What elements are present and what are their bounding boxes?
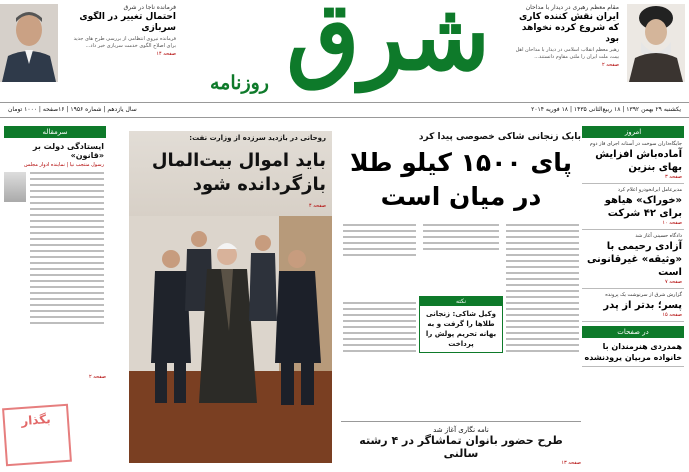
logo-sub: روزنامه xyxy=(210,72,269,94)
news-item[interactable] xyxy=(582,138,684,184)
teaser-left-kicker: فرمانده ناجا در شرق xyxy=(123,4,176,11)
portrait-icon xyxy=(627,4,685,82)
teaser-right[interactable] xyxy=(509,3,619,70)
news-page: صفحه ۷ xyxy=(665,279,682,285)
column-header-bottom: در صفحات xyxy=(582,326,684,338)
bottom-page: صفحه ۱۳ xyxy=(561,460,581,466)
commander-photo xyxy=(0,4,58,82)
news-page: صفحه ۱۵ xyxy=(662,312,682,318)
teaser-right-page: صفحه ۲ xyxy=(602,62,619,68)
officials-walking-illustration xyxy=(129,131,332,463)
logo xyxy=(184,0,504,106)
bottom-story[interactable] xyxy=(341,421,581,466)
news-page: صفحه ۳ xyxy=(665,174,682,180)
masthead xyxy=(0,0,689,122)
editorial-title[interactable]: ایستادگی دولت بر «قانون» xyxy=(32,142,104,160)
bottom-kicker: نامه نگاری آغاز شد xyxy=(433,426,489,434)
teaser-left[interactable] xyxy=(66,3,176,59)
news-kicker: جایگاه‌داران سوخت در آستانه اجرای فاز دوم xyxy=(589,141,682,147)
teaser-right-body: رهبر معظم انقلاب اسلامی در دیدار با مداحان اهل بیت، ملت ایران را ملتی مقاوم دانستند... xyxy=(515,47,619,60)
note-header: نکته xyxy=(420,297,502,306)
lead-story xyxy=(341,126,581,472)
teaser-left-head: احتمال تغییر در الگوی سربازی xyxy=(79,12,176,33)
photo-kicker: روحانی در بازدید سرزده از وزارت نفت: xyxy=(189,134,326,142)
teaser-left-body: فرمانده نیروی انتظامی از بررسی طرح های جدید برای اصلاح الگوی خدمت سربازی خبر داد... xyxy=(73,36,176,49)
author-photo xyxy=(4,172,26,202)
logo-word: شرق xyxy=(286,0,490,92)
lead-kicker: بابک زنجانی شاکی خصوصی پیدا کرد xyxy=(418,132,581,142)
news-headline: پسر؛ بدتر از پدر xyxy=(603,300,682,311)
column-header: امروز xyxy=(582,126,684,138)
editorial-page: صفحه ۲ xyxy=(89,374,106,380)
note-body: وکیل شاکی: زنجانی طلاها را گرفت و به بهانه تحریم پولش را پرداخت xyxy=(425,310,497,348)
news-item[interactable] xyxy=(582,230,684,289)
lead-photo[interactable] xyxy=(129,131,332,463)
dateline xyxy=(0,102,689,118)
news-headline: آزادی رحیمی با «وثیقه» غیرقانونی است xyxy=(586,241,682,278)
note-box[interactable] xyxy=(419,296,503,353)
news-kicker: گزارش شرق از سرنوشت یک پرونده xyxy=(605,292,682,298)
teaser-left-page: صفحه ۱۴ xyxy=(156,51,176,57)
news-headline: «خوراک» هیاهو برای ۴۲ شرکت xyxy=(604,195,682,219)
news-column xyxy=(582,126,684,472)
issue-text: سال یازدهم | شماره ۱۹۵۶ | ۱۶صفحه | ۱۰۰۰ تومان xyxy=(8,106,137,113)
lead-headline[interactable]: پای ۱۵۰۰ کیلو طلا در میان است xyxy=(350,148,572,211)
date-text: یکشنبه ۲۹ بهمن ۱۳۹۲ | ۱۸ ربیع‌الثانی ۱۴۳۵ | ۱۸ فوریه ۲۰۱۴ xyxy=(531,106,681,113)
news-page: صفحه ۱۰ xyxy=(662,220,682,226)
photo-headline: باید اموال بیت‌المال بازگردانده شود xyxy=(151,150,326,195)
leader-photo xyxy=(627,4,685,82)
news-item[interactable] xyxy=(582,338,684,367)
bottom-headline: طرح حضور بانوان تماشاگر در ۴ رشته سالنی xyxy=(359,434,563,460)
teaser-right-kicker: مقام معظم رهبری در دیدار با مداحان xyxy=(525,4,619,11)
photo-page: صفحه ۴ xyxy=(309,203,326,209)
news-kicker: دادگاه حسینی آغاز شد xyxy=(635,233,682,239)
news-headline: آماده‌باش افزایش بهای بنزین xyxy=(595,149,682,173)
portrait-icon xyxy=(0,4,58,82)
editorial-text-lines xyxy=(28,170,106,370)
editorial-column xyxy=(4,126,106,472)
news-item[interactable] xyxy=(582,289,684,322)
news-item[interactable] xyxy=(582,184,684,230)
news-kicker: مدیرعامل ایرانخودرو اعلام کرد xyxy=(617,187,682,193)
column-header: سرمقاله xyxy=(4,126,106,138)
news-headline: همدردی هنرمندان با خانواده مربیان یرودنشده xyxy=(584,342,682,362)
editorial-author: رسول منتجب نیا | نماینده ادوار مجلس xyxy=(23,162,104,168)
stamp-graphic: بگذار xyxy=(2,404,72,466)
teaser-right-head: ایران نقش کننده کاری که شروع کرده نخواهد بود xyxy=(519,12,619,44)
